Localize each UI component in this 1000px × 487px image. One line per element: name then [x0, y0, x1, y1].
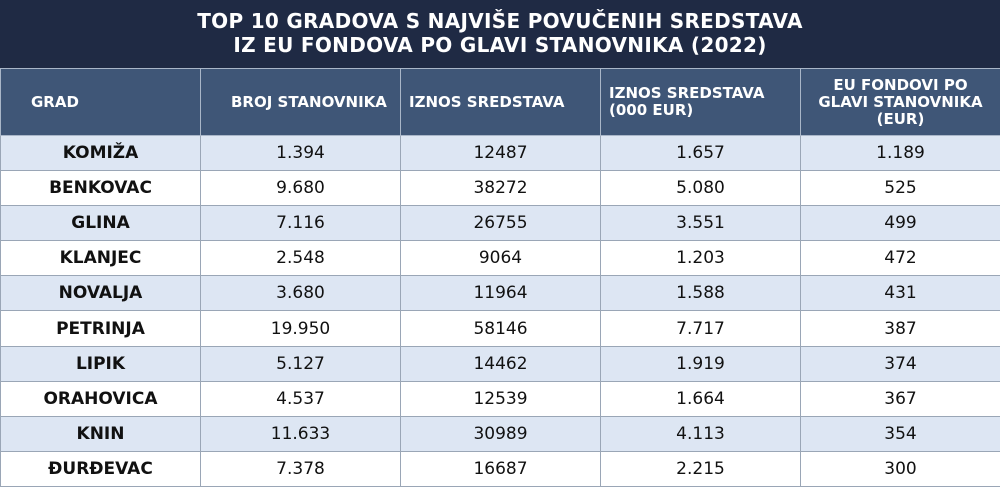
cell-city: ORAHOVICA [1, 381, 201, 416]
table-row [1, 416, 1000, 451]
cell-per-capita: 1.189 [801, 136, 1000, 171]
cell-per-capita: 300 [801, 451, 1000, 486]
cell-per-capita: 499 [801, 206, 1000, 241]
header-iznos-sredstava: IZNOS SREDSTAVA [401, 69, 601, 136]
cell-amount-k-eur: 7.717 [601, 311, 801, 346]
header-row [1, 69, 1000, 136]
cell-population: 11.633 [201, 416, 401, 451]
cell-city: PETRINJA [1, 311, 201, 346]
cell-amount-k-eur: 3.551 [601, 206, 801, 241]
cell-amount-k-eur: 2.215 [601, 451, 801, 486]
cell-amount-k-eur: 1.657 [601, 136, 801, 171]
cell-amount: 11964 [401, 276, 601, 311]
table-row [1, 171, 1000, 206]
cell-amount: 38272 [401, 171, 601, 206]
cell-per-capita: 472 [801, 241, 1000, 276]
header-per-capita: EU FONDOVI PO GLAVI STANOVNIKA (EUR) [801, 69, 1000, 136]
cell-amount: 58146 [401, 311, 601, 346]
cell-amount: 12487 [401, 136, 601, 171]
header-broj-stanovnika: BROJ STANOVNIKA [201, 69, 401, 136]
cell-population: 7.116 [201, 206, 401, 241]
table-row [1, 381, 1000, 416]
cell-population: 7.378 [201, 451, 401, 486]
cell-per-capita: 431 [801, 276, 1000, 311]
cell-amount: 12539 [401, 381, 601, 416]
cell-amount: 9064 [401, 241, 601, 276]
table-row [1, 346, 1000, 381]
cell-population: 1.394 [201, 136, 401, 171]
cell-amount: 26755 [401, 206, 601, 241]
table-body [1, 136, 1000, 487]
header-grad: GRAD [1, 69, 201, 136]
cell-population: 5.127 [201, 346, 401, 381]
cell-per-capita: 387 [801, 311, 1000, 346]
cell-amount-k-eur: 1.588 [601, 276, 801, 311]
cell-population: 19.950 [201, 311, 401, 346]
cell-per-capita: 525 [801, 171, 1000, 206]
cell-per-capita: 354 [801, 416, 1000, 451]
cell-population: 3.680 [201, 276, 401, 311]
cell-city: ĐURĐEVAC [1, 451, 201, 486]
cell-population: 9.680 [201, 171, 401, 206]
table-row [1, 206, 1000, 241]
cell-city: KLANJEC [1, 241, 201, 276]
cell-amount-k-eur: 4.113 [601, 416, 801, 451]
table-title [0, 0, 1000, 68]
cell-city: LIPIK [1, 346, 201, 381]
table-row [1, 311, 1000, 346]
cell-population: 2.548 [201, 241, 401, 276]
table-row [1, 276, 1000, 311]
cell-amount-k-eur: 1.919 [601, 346, 801, 381]
cell-amount-k-eur: 1.664 [601, 381, 801, 416]
title-line-2: IZ EU FONDOVA PO GLAVI STANOVNIKA (2022) [0, 33, 1000, 57]
cell-amount: 16687 [401, 451, 601, 486]
table-row [1, 136, 1000, 171]
title-line-1: TOP 10 GRADOVA S NAJVIŠE POVUČENIH SREDSTAVA [0, 9, 1000, 33]
cell-per-capita: 367 [801, 381, 1000, 416]
eu-funds-table [0, 68, 1000, 487]
cell-city: NOVALJA [1, 276, 201, 311]
cell-amount: 30989 [401, 416, 601, 451]
cell-amount-k-eur: 1.203 [601, 241, 801, 276]
cell-population: 4.537 [201, 381, 401, 416]
header-iznos-sredstava-eur: IZNOS SREDSTAVA (000 EUR) [601, 69, 801, 136]
table-row [1, 451, 1000, 486]
cell-per-capita: 374 [801, 346, 1000, 381]
cell-city: BENKOVAC [1, 171, 201, 206]
cell-amount-k-eur: 5.080 [601, 171, 801, 206]
cell-amount: 14462 [401, 346, 601, 381]
cell-city: GLINA [1, 206, 201, 241]
cell-city: KOMIŽA [1, 136, 201, 171]
cell-city: KNIN [1, 416, 201, 451]
table-row [1, 241, 1000, 276]
